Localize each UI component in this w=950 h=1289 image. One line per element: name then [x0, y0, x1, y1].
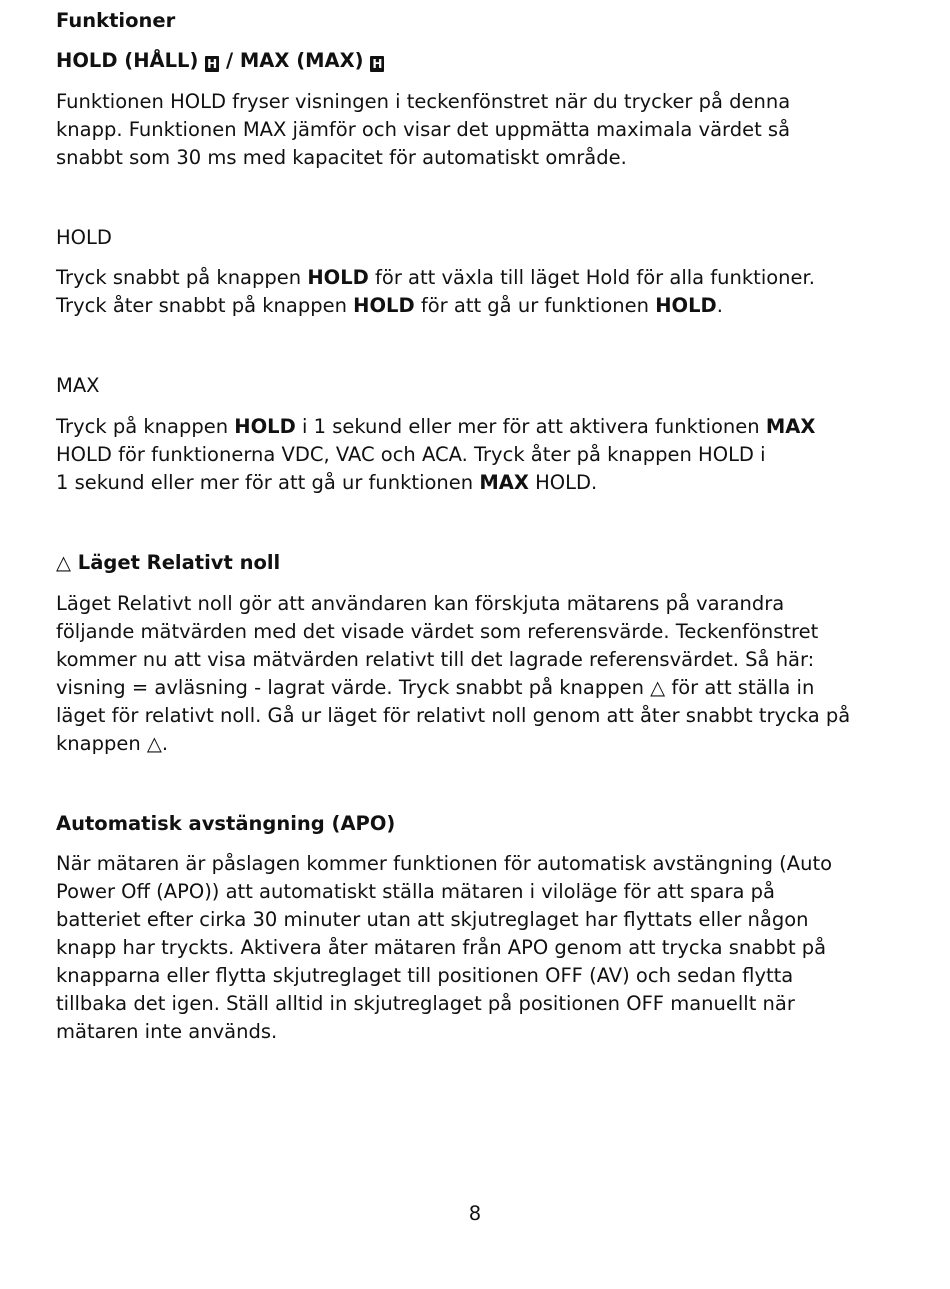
- hold-max-heading: HOLD (HÅLL) H / MAX (MAX) H: [56, 49, 383, 72]
- max-paragraph: [56, 413, 896, 497]
- hold-button-icon: H: [207, 57, 218, 71]
- hold-subheading: HOLD: [56, 226, 112, 249]
- relative-zero-heading: △ Läget Relativt noll: [56, 549, 896, 577]
- max-line-1: Tryck på knappen HOLD i 1 sekund eller mer för att aktivera funktionen MAX: [56, 415, 816, 438]
- page-number: 8: [468, 1202, 482, 1225]
- apo-paragraph: När mätaren är påslagen kommer funktionen för automatisk avstängning (Auto Power Off (APO)) att automatiskt ställa mätaren i viloläge för att spara på batteriet efter cirka 30 minuter utan att skjutreglaget har flyttats eller någon knapp har tryckts. Aktivera åter mätaren från APO genom att trycka snabbt på knapparna eller flytta skjutreglaget till positionen OFF (AV) och sedan flytta tillbaka det igen. Ställ alltid in skjutreglaget på positionen OFF manuellt när mätaren inte används.: [56, 852, 833, 1043]
- delta-triangle-icon: △: [650, 676, 666, 699]
- max-subheading: MAX: [56, 374, 100, 397]
- delta-triangle-icon: △: [56, 551, 71, 574]
- hold-paragraph: [56, 264, 896, 320]
- hold-line-2: Tryck åter snabbt på knappen HOLD för att gå ur funktionen HOLD.: [56, 294, 723, 317]
- max-button-icon: H: [372, 57, 383, 71]
- section-title: Funktioner: [56, 9, 176, 32]
- relative-zero-paragraph: Läget Relativt noll gör att användaren kan förskjuta mätarens på varandra följande mätvärden med det visade värdet som referensvärde. Teckenfönstret kommer nu att visa mätvärden relativt till det lagrade referensvärdet. Så här: visning = avläsning - lagrat värde. Tryck snabbt på knappen △ för att ställa in läget för relativt noll. Gå ur läget för relativt noll genom att åter snabbt trycka på knappen △.: [56, 590, 896, 758]
- max-line-3: 1 sekund eller mer för att gå ur funktionen MAX HOLD.: [56, 471, 598, 494]
- hold-line-1: Tryck snabbt på knappen HOLD för att växla till läget Hold för alla funktioner.: [56, 266, 815, 289]
- hold-max-intro-paragraph: Funktionen HOLD fryser visningen i teckenfönstret när du trycker på denna knapp. Funktionen MAX jämför och visar det uppmätta maximala värdet så snabbt som 30 ms med kapacitet för automatiskt område.: [56, 90, 791, 169]
- max-line-2: HOLD för funktionerna VDC, VAC och ACA. Tryck åter på knappen HOLD i: [56, 443, 766, 466]
- delta-triangle-icon: △: [146, 732, 162, 755]
- apo-heading: Automatisk avstängning (APO): [56, 812, 396, 835]
